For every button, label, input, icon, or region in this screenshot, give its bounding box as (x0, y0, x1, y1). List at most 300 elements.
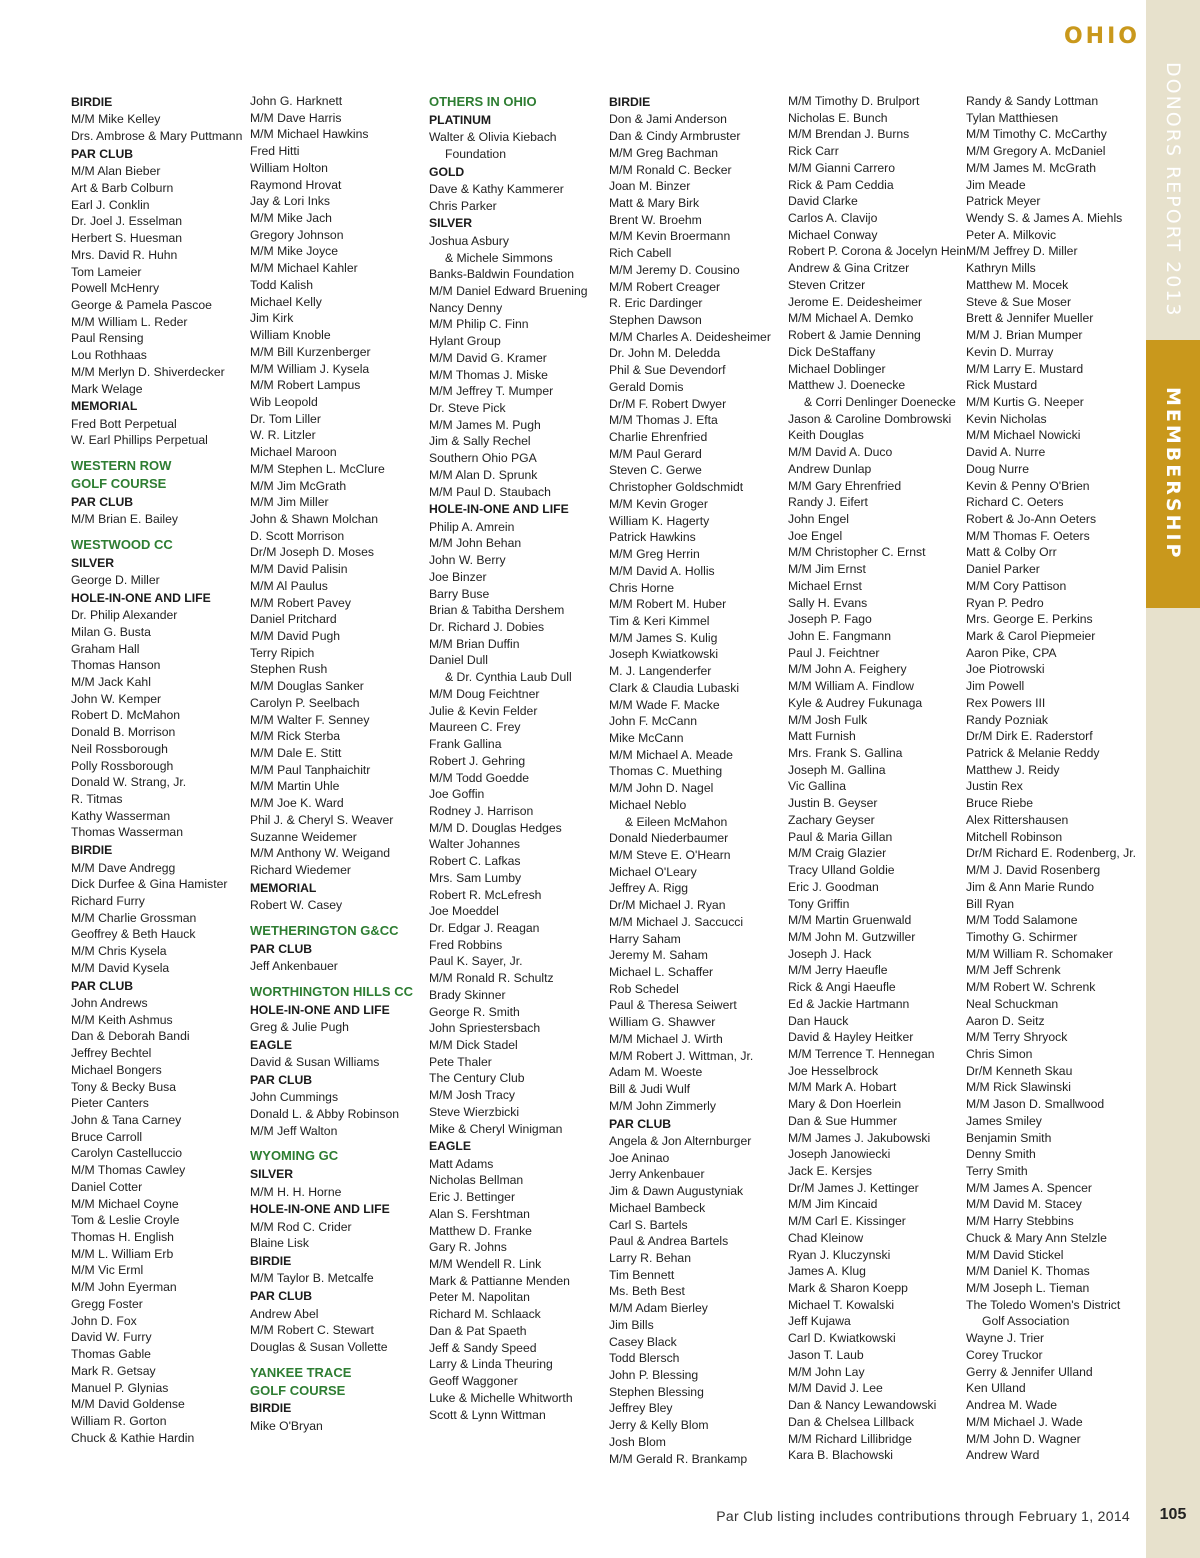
donor-name: Daniel Dull (429, 653, 488, 668)
tier-heading: SILVER (429, 216, 473, 231)
donor-name: Dan & Sue Hummer (788, 1113, 898, 1128)
donor-name: Neal Schuckman (966, 996, 1059, 1011)
donor-name: M/M D. Douglas Hedges (429, 820, 562, 835)
donor-name: M/M L. William Erb (71, 1246, 174, 1261)
donor-name: M/M Michael Coyne (71, 1196, 179, 1211)
donor-name: M/M Charles A. Deidesheimer (609, 329, 771, 344)
donor-name: M/M Jim Miller (250, 495, 329, 510)
donor-name: M/M Wendell R. Link (429, 1257, 542, 1272)
donor-name: M/M Stephen L. McClure (250, 461, 385, 476)
donor-name: Earl J. Conklin (71, 197, 150, 212)
tier-heading: PAR CLUB (71, 146, 134, 161)
donor-name: Steve & Sue Moser (966, 294, 1071, 309)
donor-name: Ed & Jackie Hartmann (788, 996, 910, 1011)
club-heading: WESTERN ROW (71, 458, 172, 474)
donor-name: Joseph Kwiatkowski (609, 647, 719, 662)
donor-name: Charlie Ehrenfried (609, 430, 708, 445)
donor-name: M/M Greg Herrin (609, 547, 700, 562)
donor-name: Steven C. Gerwe (609, 463, 702, 478)
tier-heading: HOLE-IN-ONE AND LIFE (250, 1002, 390, 1017)
donor-name: Joseph J. Hack (788, 946, 872, 961)
donor-name: M/M David J. Lee (788, 1381, 883, 1396)
donor-name-continued: Foundation (445, 146, 506, 161)
donor-name: Benjamin Smith (966, 1130, 1052, 1145)
donor-name: Herbert S. Huesman (71, 231, 183, 246)
donor-name: George D. Miller (71, 573, 160, 587)
donor-name: Tom & Leslie Croyle (71, 1213, 180, 1228)
donor-name: Dave & Kathy Kammerer (429, 182, 564, 197)
state-title: OHIO (1063, 24, 1140, 49)
donor-name: Andrew Abel (250, 1306, 319, 1321)
donor-name: M/M Thomas Cawley (71, 1163, 186, 1178)
donor-name: M/M Michael Hawkins (250, 127, 369, 142)
donor-name: Timothy G. Schirmer (966, 929, 1078, 944)
donor-name: M/M Robert W. Schrenk (966, 980, 1096, 995)
donor-name: M/M David Pugh (250, 629, 341, 643)
donor-name: Don & Jami Anderson (609, 112, 727, 127)
donor-name: Gregg Foster (71, 1296, 143, 1311)
donor-name: Michael Bambeck (609, 1200, 706, 1215)
donor-name: Michael Neblo (609, 797, 687, 812)
donor-name: Angela & Jon Alternburger (609, 1133, 752, 1148)
donor-name: Mark R. Getsay (71, 1363, 156, 1378)
donor-name: Daniel Parker (966, 562, 1040, 577)
donor-name: Dr/M Joseph D. Moses (250, 545, 374, 560)
donor-name: M/M Douglas Sanker (250, 679, 364, 694)
donor-name: Andrew Ward (966, 1448, 1040, 1463)
donor-name: Blaine Lisk (250, 1236, 309, 1251)
tier-heading: PAR CLUB (71, 494, 134, 509)
donor-name: Corey Truckor (966, 1347, 1043, 1362)
donor-name: Bill & Judi Wulf (609, 1082, 691, 1097)
donor-name: Gerry & Jennifer Ulland (966, 1364, 1093, 1379)
donor-name: Mark & Carol Piepmeier (966, 629, 1096, 643)
donor-name: Kara B. Blachowski (788, 1448, 893, 1463)
donor-name: Graham Hall (71, 641, 140, 656)
donor-name: Dr/M Kenneth Skau (966, 1063, 1073, 1078)
donor-name: W. Earl Phillips Perpetual (71, 433, 208, 448)
donor-name: Powell McHenry (71, 281, 160, 296)
donor-name: Joe Engel (788, 528, 843, 543)
donor-name: Josh Blom (609, 1434, 666, 1449)
donor-name: M/M H. H. Horne (250, 1184, 342, 1199)
donor-name: M/M Joseph L. Tieman (966, 1281, 1090, 1296)
donor-name: M/M Jeffrey D. Miller (966, 244, 1078, 259)
club-heading: WETHERINGTON G&CC (250, 922, 399, 938)
donor-name: Richard Furry (71, 894, 145, 908)
donor-name: James A. Klug (788, 1264, 866, 1279)
donor-name: Chuck & Mary Ann Stelzle (966, 1230, 1107, 1245)
donor-name: Ken Ulland (966, 1381, 1026, 1396)
donor-name: Justin Rex (966, 779, 1023, 794)
donor-name: Chuck & Kathie Hardin (71, 1430, 195, 1445)
donor-name: Tim & Keri Kimmel (609, 613, 710, 628)
donor-name: M/M Craig Glazier (788, 846, 887, 861)
donor-name: Dr. Edgar J. Reagan (429, 920, 540, 935)
donor-name: M/M Christopher C. Ernst (788, 545, 926, 560)
donor-name: Douglas & Susan Vollette (250, 1340, 388, 1355)
donor-name: M/M Thomas J. Efta (609, 413, 718, 428)
donor-name: Joseph M. Gallina (788, 762, 886, 777)
donor-name: Matthew D. Franke (429, 1223, 532, 1238)
section-spacer (71, 449, 247, 457)
donor-name: Joe Moeddel (429, 904, 499, 919)
section-label: MEMBERSHIP (1162, 387, 1184, 561)
donor-name: Jeremy M. Saham (609, 948, 708, 963)
donor-name: Keith Douglas (788, 428, 864, 443)
donor-name: Richard C. Oeters (966, 495, 1064, 510)
donor-name: Robert R. McLefresh (429, 887, 542, 902)
donor-name: Peter A. Milkovic (966, 227, 1057, 242)
donor-name: John P. Blessing (609, 1367, 699, 1382)
donor-name: Jim & Ann Marie Rundo (966, 879, 1095, 894)
donor-name: M/M Carl E. Kissinger (788, 1214, 906, 1229)
donor-name: Todd Blersch (609, 1351, 680, 1366)
side-section-tab (1146, 340, 1200, 608)
donor-name: Jeffrey Bley (609, 1401, 673, 1416)
donor-name: M/M Michael A. Meade (609, 747, 733, 762)
donor-name: M/M Jim Kincaid (788, 1197, 878, 1212)
donor-name: M/M Thomas J. Miske (429, 367, 548, 382)
donor-name: Greg & Julie Pugh (250, 1019, 349, 1034)
donor-name: John D. Fox (71, 1313, 137, 1328)
donor-name: Jack E. Kersjes (788, 1164, 872, 1178)
donor-name: M/M William L. Reder (71, 314, 188, 329)
donor-name: M/M Michael A. Demko (788, 311, 914, 326)
donor-name: Terry Smith (966, 1164, 1028, 1178)
donor-name: Luke & Michelle Whitworth (429, 1390, 573, 1405)
tier-heading: EAGLE (429, 1139, 471, 1154)
donor-name: M/M Jeff Schrenk (966, 963, 1061, 978)
donor-name: Michael O'Leary (609, 864, 697, 879)
donor-name: William Holton (250, 160, 328, 175)
section-spacer (250, 914, 426, 922)
donor-name-continued: & Dr. Cynthia Laub Dull (445, 670, 572, 685)
donor-name: M/M James M. McGrath (966, 160, 1097, 175)
donor-name: Mark & Pattianne Menden (429, 1273, 570, 1288)
donor-name: Jim & Dawn Augustyniak (609, 1184, 744, 1199)
donor-name: Jeff & Sandy Speed (429, 1340, 537, 1355)
donor-name: Brent W. Broehm (609, 212, 702, 227)
donor-name: M/M Philip C. Finn (429, 317, 529, 332)
donor-name: Aaron Pike, CPA (966, 645, 1057, 660)
donor-name: M/M Alan Bieber (71, 164, 161, 179)
donor-name: William K. Hagerty (609, 513, 710, 528)
donor-name: Matt Adams (429, 1156, 494, 1171)
donor-name: M/M Gianni Carrero (788, 160, 896, 175)
donor-name: Nicholas E. Bunch (788, 110, 888, 125)
donor-name: Clark & Claudia Lubaski (609, 680, 740, 695)
donor-name: Michael Ernst (788, 578, 862, 593)
donor-name: M/M Terry Shryock (966, 1030, 1068, 1045)
donor-name: M/M Kurtis G. Neeper (966, 394, 1084, 409)
donor-name: Bill Ryan (966, 896, 1015, 911)
donor-name: Wayne J. Trier (966, 1331, 1045, 1346)
club-heading: YANKEE TRACE (250, 1364, 352, 1380)
donor-name: M/M Jason D. Smallwood (966, 1097, 1105, 1112)
donor-name: M/M Vic Erml (71, 1263, 144, 1278)
donor-name: M/M John M. Gutzwiller (788, 929, 916, 944)
donor-name: John Engel (788, 511, 849, 526)
donor-name: Vic Gallina (788, 779, 847, 794)
donor-name: Sally H. Evans (788, 595, 868, 610)
donor-name: Jerome E. Deidesheimer (788, 294, 923, 309)
donor-name: M/M Terrence T. Hennegan (788, 1046, 935, 1061)
donor-name: M/M Robert C. Stewart (250, 1323, 374, 1338)
donor-name: Bruce Riebe (966, 796, 1034, 811)
donor-name: Dick DeStaffany (788, 344, 876, 359)
tier-heading: SILVER (71, 555, 115, 570)
tier-heading: HOLE-IN-ONE AND LIFE (250, 1202, 390, 1217)
tier-heading: PAR CLUB (609, 1116, 672, 1131)
donor-name: M/M Brendan J. Burns (788, 127, 910, 142)
side-report-tab (1146, 0, 1200, 340)
donor-name: M/M Jack Kahl (71, 674, 151, 689)
donor-name: Dan & Nancy Lewandowski (788, 1398, 937, 1413)
donor-name: Frank Gallina (429, 737, 502, 752)
donor-name: John Cummings (250, 1090, 339, 1105)
donor-name: M/M Robert Creager (609, 279, 721, 294)
donor-name: Michael Bongers (71, 1062, 162, 1077)
donor-name: Ryan J. Kluczynski (788, 1247, 891, 1262)
donor-name: Matthew J. Reidy (966, 762, 1060, 777)
donor-name: Daniel Pritchard (250, 612, 337, 627)
donor-name: Joe Aninao (609, 1150, 670, 1165)
donor-name: Julie & Kevin Felder (429, 703, 538, 718)
donor-name: Polly Rossborough (71, 758, 174, 773)
donor-name: Daniel Cotter (71, 1179, 143, 1194)
donor-name: John & Shawn Molchan (250, 511, 379, 526)
club-heading: GOLF COURSE (250, 1382, 346, 1398)
donor-name: Joe Binzer (429, 569, 487, 584)
donor-name: Mrs. Sam Lumby (429, 870, 522, 885)
donor-name: R. Eric Dardinger (609, 296, 703, 311)
donor-name: Stephen Blessing (609, 1384, 704, 1399)
donor-name: Joan M. Binzer (609, 179, 691, 194)
donor-name: M/M Walter F. Senney (250, 712, 370, 727)
tier-heading: PAR CLUB (250, 941, 313, 956)
donor-name: M/M Al Paulus (250, 578, 328, 593)
donor-name: M/M Dick Stadel (429, 1038, 518, 1053)
donor-name: Kathy Wasserman (71, 808, 171, 823)
donor-name: Nancy Denny (429, 300, 503, 315)
donor-name: M/M David A. Hollis (609, 563, 715, 578)
donor-name: Michael Doblinger (788, 361, 886, 376)
donor-name: Kyle & Audrey Fukunaga (788, 695, 923, 710)
donor-name: Ryan P. Pedro (966, 595, 1044, 610)
donor-name: M/M Gary Ehrenfried (788, 478, 902, 493)
donor-name: William R. Gorton (71, 1413, 167, 1428)
donor-name: Larry R. Behan (609, 1250, 691, 1265)
donor-name: Jeff Ankenbauer (250, 959, 338, 974)
donor-name: M/M Michael J. Wade (966, 1414, 1083, 1429)
donor-name: M/M James S. Kulig (609, 630, 718, 645)
donor-name: John F. McCann (609, 714, 698, 729)
donor-name: Chris Parker (429, 198, 497, 213)
donor-name: Jeffrey Bechtel (71, 1046, 152, 1061)
donor-name: M/M Mark A. Hobart (788, 1080, 897, 1095)
tier-heading: EAGLE (250, 1037, 292, 1052)
donor-name: M/M Thomas F. Oeters (966, 528, 1090, 543)
donor-name: M/M Jim McGrath (250, 478, 347, 493)
donor-name: Rick Carr (788, 144, 839, 159)
donor-name: M/M Timothy D. Brulport (788, 94, 920, 108)
donor-name: Michael Kelly (250, 294, 322, 309)
donor-name: Rodney J. Harrison (429, 803, 534, 818)
donor-name: M/M Todd Goedde (429, 770, 530, 785)
donor-name: Rick & Angi Haeufle (788, 980, 896, 995)
donor-name: Steve Wierzbicki (429, 1104, 520, 1119)
donor-name: Tim Bennett (609, 1267, 675, 1282)
donor-name: Gregory Johnson (250, 227, 344, 242)
donor-name: Mike & Cheryl Winigman (429, 1121, 563, 1136)
donor-name: Hylant Group (429, 334, 501, 349)
donor-name: Dick Durfee & Gina Hamister (71, 877, 228, 892)
donor-name: Jason & Caroline Dombrowski (788, 411, 952, 426)
donor-name: M/M Martin Uhle (250, 779, 340, 794)
donor-name: Wib Leopold (250, 394, 318, 409)
donor-name: M/M Paul D. Staubach (429, 484, 551, 499)
donor-name: M/M Jeff Walton (250, 1123, 338, 1138)
donor-name: Dan & Chelsea Lillback (788, 1414, 915, 1429)
donor-name: Carolyn Castelluccio (71, 1146, 183, 1161)
donor-name: Michael L. Schaffer (609, 965, 714, 980)
donor-name: Denny Smith (966, 1147, 1036, 1162)
donor-name: M/M David A. Duco (788, 445, 893, 460)
donor-name: Joseph Janowiecki (788, 1147, 891, 1162)
donor-name: The Century Club (429, 1071, 525, 1086)
donor-name: Manuel P. Glynias (71, 1380, 169, 1395)
donor-name: M/M John A. Feighery (788, 662, 907, 677)
donor-name-continued: Golf Association (982, 1314, 1070, 1329)
donor-column-2 (250, 93, 426, 1434)
donor-name: M/M Gerald R. Brankamp (609, 1451, 748, 1466)
donor-name: Jim Meade (966, 177, 1026, 192)
donor-name: Mark & Sharon Koepp (788, 1281, 908, 1296)
donor-name: Rob Schedel (609, 981, 679, 996)
donor-name: Paul K. Sayer, Jr. (429, 954, 523, 969)
donor-name: Thomas Gable (71, 1347, 151, 1362)
donor-name: M/M Michael Nowicki (966, 428, 1081, 443)
donor-name: David A. Nurre (966, 445, 1046, 460)
donor-column-6 (966, 93, 1142, 1464)
donor-name: Paul & Andrea Bartels (609, 1234, 729, 1249)
donor-name: Tony Griffin (788, 896, 850, 911)
donor-name: Barry Buse (429, 586, 490, 601)
donor-name: Richard M. Schlaack (429, 1307, 541, 1322)
donor-name: M/M Jim Ernst (788, 562, 866, 577)
donor-name: Wendy S. & James A. Miehls (966, 211, 1123, 226)
donor-name: Carl S. Bartels (609, 1217, 688, 1232)
donor-name: John Andrews (71, 995, 148, 1010)
donor-name: Carlos A. Clavijo (788, 211, 878, 226)
donor-name: Mike O'Bryan (250, 1418, 323, 1433)
donor-name: Joseph P. Fago (788, 612, 872, 627)
donor-name: M. J. Langenderfer (609, 664, 712, 679)
donor-name: Thomas H. English (71, 1230, 174, 1245)
donor-name: M/M Josh Fulk (788, 712, 868, 727)
donor-name: Eric J. Goodman (788, 879, 879, 894)
donor-name: William G. Shawver (609, 1015, 716, 1030)
donor-name: M/M Bill Kurzenberger (250, 344, 371, 359)
donor-name: M/M David Kysela (71, 960, 170, 975)
donor-name: M/M Harry Stebbins (966, 1214, 1074, 1229)
donor-name: Matt & Colby Orr (966, 545, 1057, 560)
donor-name: Stephen Dawson (609, 313, 702, 328)
donor-name: Dr/M Dirk E. Raderstorf (966, 729, 1093, 744)
donor-name: Dr/M Michael J. Ryan (609, 898, 726, 913)
donor-name: Terry Ripich (250, 645, 315, 660)
donor-name: Pete Thaler (429, 1054, 492, 1069)
donor-name: Brady Skinner (429, 987, 506, 1002)
donor-name: M/M Gregory A. McDaniel (966, 144, 1106, 159)
donor-name: M/M William R. Schomaker (966, 946, 1113, 961)
donor-name: M/M Ronald R. Schultz (429, 971, 554, 986)
donor-name: M/M Michael Kahler (250, 261, 358, 276)
donor-name: Matthew J. Doenecke (788, 378, 906, 393)
donor-name: Joe Goffin (429, 787, 485, 802)
donor-name: Dr/M James J. Kettinger (788, 1180, 919, 1195)
donor-name: Paul Rensing (71, 331, 144, 346)
donor-name: Paul J. Feichtner (788, 645, 880, 660)
donor-name: M/M Chris Kysela (71, 944, 167, 959)
donor-name: M/M Mike Jach (250, 211, 332, 226)
donor-name: Rich Cabell (609, 246, 672, 261)
donor-name: M/M Greg Bachman (609, 145, 719, 160)
donor-name: M/M John Eyerman (71, 1280, 177, 1295)
donor-name: Dr. Philip Alexander (71, 608, 178, 623)
donor-name: Donald Niederbaumer (609, 831, 729, 846)
donor-name: M/M David Goldense (71, 1397, 185, 1412)
donor-name: Patrick Meyer (966, 194, 1041, 209)
donor-name: M/M Doug Feichtner (429, 686, 540, 701)
donor-name: Thomas Wasserman (71, 825, 183, 840)
donor-name-continued: & Corri Denlinger Doenecke (804, 394, 956, 409)
donor-name: M/M Joe K. Ward (250, 796, 344, 811)
tier-heading: MEMORIAL (250, 880, 317, 895)
donor-name: Joe Piotrowski (966, 662, 1045, 677)
donor-name: M/M Brian Duffin (429, 636, 520, 651)
donor-name: Mitchell Robinson (966, 829, 1063, 844)
donor-name: M/M Robert J. Wittman, Jr. (609, 1048, 754, 1063)
donor-name: Rex Powers III (966, 695, 1046, 710)
donor-name: M/M Paul Gerard (609, 446, 702, 461)
donor-name: William Knoble (250, 328, 331, 343)
donor-name: M/M Taylor B. Metcalfe (250, 1271, 374, 1286)
donor-name: Nicholas Bellman (429, 1173, 524, 1188)
donor-name: M/M James A. Spencer (966, 1180, 1092, 1195)
donor-name: M/M Jeremy D. Cousino (609, 262, 740, 277)
donor-name: Dr. Steve Pick (429, 401, 506, 416)
donor-name: M/M John D. Nagel (609, 781, 714, 796)
donor-name: M/M William A. Findlow (788, 679, 914, 694)
donor-name: Philip A. Amrein (429, 519, 515, 534)
donor-name: Eric J. Bettinger (429, 1190, 516, 1205)
donor-name: Peter M. Napolitan (429, 1290, 530, 1305)
donor-column-3 (429, 93, 605, 1423)
donor-name: Aaron D. Seitz (966, 1013, 1045, 1028)
donor-name: Jeff Kujawa (788, 1314, 851, 1329)
donor-name: David & Susan Williams (250, 1055, 380, 1070)
donor-name: Chris Simon (966, 1046, 1033, 1061)
donor-name: Southern Ohio PGA (429, 451, 537, 466)
donor-name: Neil Rossborough (71, 741, 168, 756)
tier-heading: PAR CLUB (250, 1289, 313, 1304)
donor-name: Christopher Goldschmidt (609, 480, 744, 495)
donor-name: George & Pamela Pascoe (71, 297, 212, 312)
donor-name: Mark Welage (71, 381, 143, 396)
donor-name: Paul & Theresa Seiwert (609, 998, 737, 1013)
